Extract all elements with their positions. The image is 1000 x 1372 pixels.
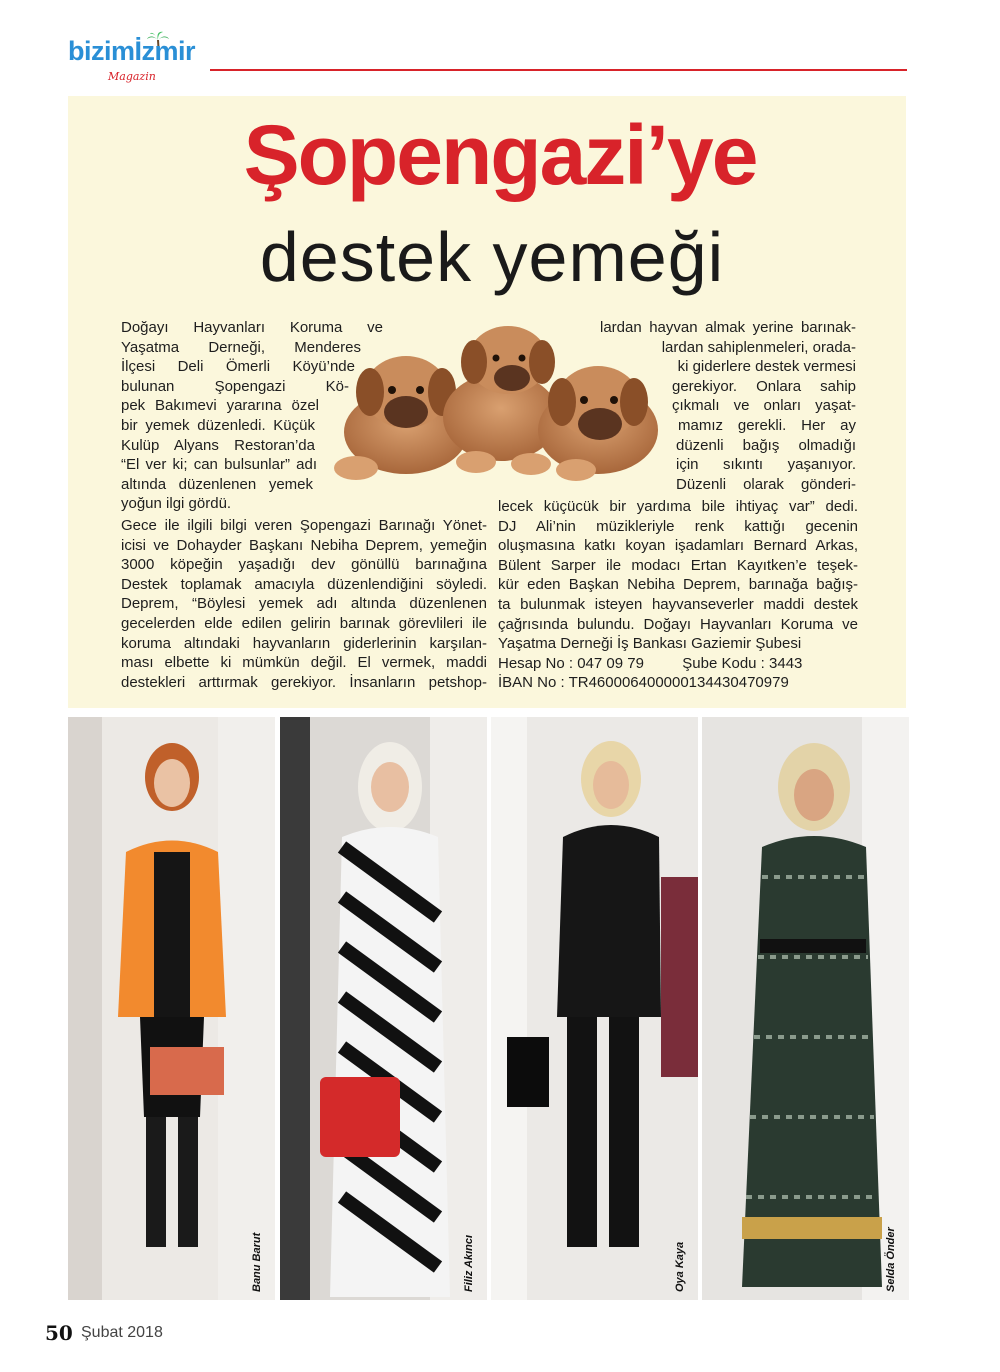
hesap-no: Hesap No : 047 09 79: [498, 654, 644, 672]
bank-account-line: [498, 654, 858, 674]
text-line: kür eden Başkan Nebiha Deprem, barınağa bağış-: [498, 576, 858, 594]
photo-caption: Banu Barut: [251, 1232, 263, 1292]
photo-caption: Oya Kaya: [674, 1241, 686, 1292]
text-line: DJ Ali’nin müzikleriyle renk kattığı gecenin: [498, 517, 858, 535]
text-line: Yaşatma Derneği, Menderes: [121, 338, 361, 356]
guest-figure: [68, 717, 275, 1300]
iban: İBAN No : TR460006400000134430470979: [498, 674, 789, 692]
text-line: gerekiyor. Onlara sahip: [672, 377, 856, 395]
logo-name: bizimİzmir: [68, 36, 196, 66]
sube-kodu: Şube Kodu : 3443: [682, 654, 803, 672]
header-rule: [210, 69, 907, 71]
magazine-logo: [68, 30, 208, 92]
text-line: Destek toplamak amacıyla düzenlendiğini söyledi.: [121, 575, 487, 593]
photo-caption: Selda Önder: [885, 1227, 897, 1292]
text-line: oluşmasına katkı koyan işadamları Bernard Arkas,: [498, 537, 858, 555]
text-line: gecelerden elde edilen gelirin barınak görevlileri ile: [121, 614, 487, 632]
text-line: lardan sahiplenmeleri, orada-: [661, 338, 856, 356]
article-subtitle: destek yemeği: [259, 218, 725, 296]
text-line: ması elbette ki mümkün değil. El vermek, maddi: [121, 654, 487, 672]
text-line: çıkmalı ve onları yaşat-: [672, 397, 856, 415]
text-line: lardan hayvan almak yerine barınak-: [600, 319, 856, 336]
text-line: düzenli bağış olmadığı: [676, 436, 856, 454]
guest-figure: [702, 717, 909, 1300]
text-line: için sıkıntı yaşanıyor.: [676, 456, 856, 474]
photo-caption: Filiz Akıncı: [463, 1234, 475, 1292]
photo-guest-1: [68, 717, 275, 1300]
text-line: ki giderlere destek vermesi: [677, 358, 856, 376]
guest-figure: [280, 717, 487, 1300]
logo-subtitle: Magazin: [108, 70, 156, 83]
text-line: Düzenli olarak gönderi-: [676, 475, 856, 493]
guest-figure: [491, 717, 698, 1300]
text-line: bulunan Şopengazi Kö-: [121, 377, 349, 395]
text-line: lecek küçücük bir yardıma bile ihtiyaç var” dedi.: [498, 498, 858, 515]
text-line: Gece ile ilgili bilgi veren Şopengazi Barınağı Yönet-: [121, 517, 487, 534]
text-line: çağrısında bulundu. Doğayı Hayvanları Koruma ve: [498, 615, 858, 633]
text-line: Bülent Sarper ile modacı Ertan Kayıtken’e teşek-: [498, 556, 858, 574]
text-line: koruma altındaki hayvanların giderlerinin karşılan-: [121, 634, 487, 652]
photo-guest-4: [702, 717, 909, 1300]
article-title: Şopengazi’ye: [243, 108, 757, 202]
text-line: icisi ve Dohayder Başkanı Nebiha Deprem, yemeğin: [121, 536, 487, 554]
article-body-right: [498, 497, 858, 693]
text-line: altında düzenlenen yemek: [121, 475, 313, 493]
text-line: bir yemek düzenledi. Küçük: [121, 416, 315, 434]
text-line: Kulüp Alyans Restoran’da: [121, 436, 315, 454]
text-line: yoğun ilgi gördü.: [121, 495, 232, 513]
text-line: “El ver ki; can bulsunlar” adı: [121, 456, 317, 474]
article-body-right-top: [600, 318, 856, 494]
text-line: 3000 köpeğin yaşadığı dev gönüllü barınağına: [121, 556, 487, 574]
text-line: mamız gerekli. Her ay: [678, 416, 856, 434]
puppy-middle: [443, 326, 559, 475]
text-line: Yaşatma Derneği İş Bankası Gaziemir Şubesi: [498, 635, 802, 653]
article-intro-column: [121, 318, 383, 514]
photo-guest-2: [280, 717, 487, 1300]
text-line: Doğayı Hayvanları Koruma ve: [121, 319, 383, 336]
issue-date: Şubat 2018: [81, 1324, 163, 1341]
text-line: destekleri arttırmak gerekiyor. İnsanların petshop-: [121, 673, 487, 691]
article-body-left: [121, 516, 487, 692]
page-number: 50: [45, 1321, 73, 1345]
text-line: pek Bakımevi yararına özel: [121, 397, 319, 415]
photo-guest-3: [491, 717, 698, 1300]
text-line: İlçesi Deli Ömerli Köyü’nde: [121, 358, 355, 376]
text-line: Deprem, “Böylesi yemek adı altında düzenlenen: [121, 595, 487, 613]
text-line: ta bulunmak isteyen hayvanseverler maddi destek: [498, 595, 858, 613]
